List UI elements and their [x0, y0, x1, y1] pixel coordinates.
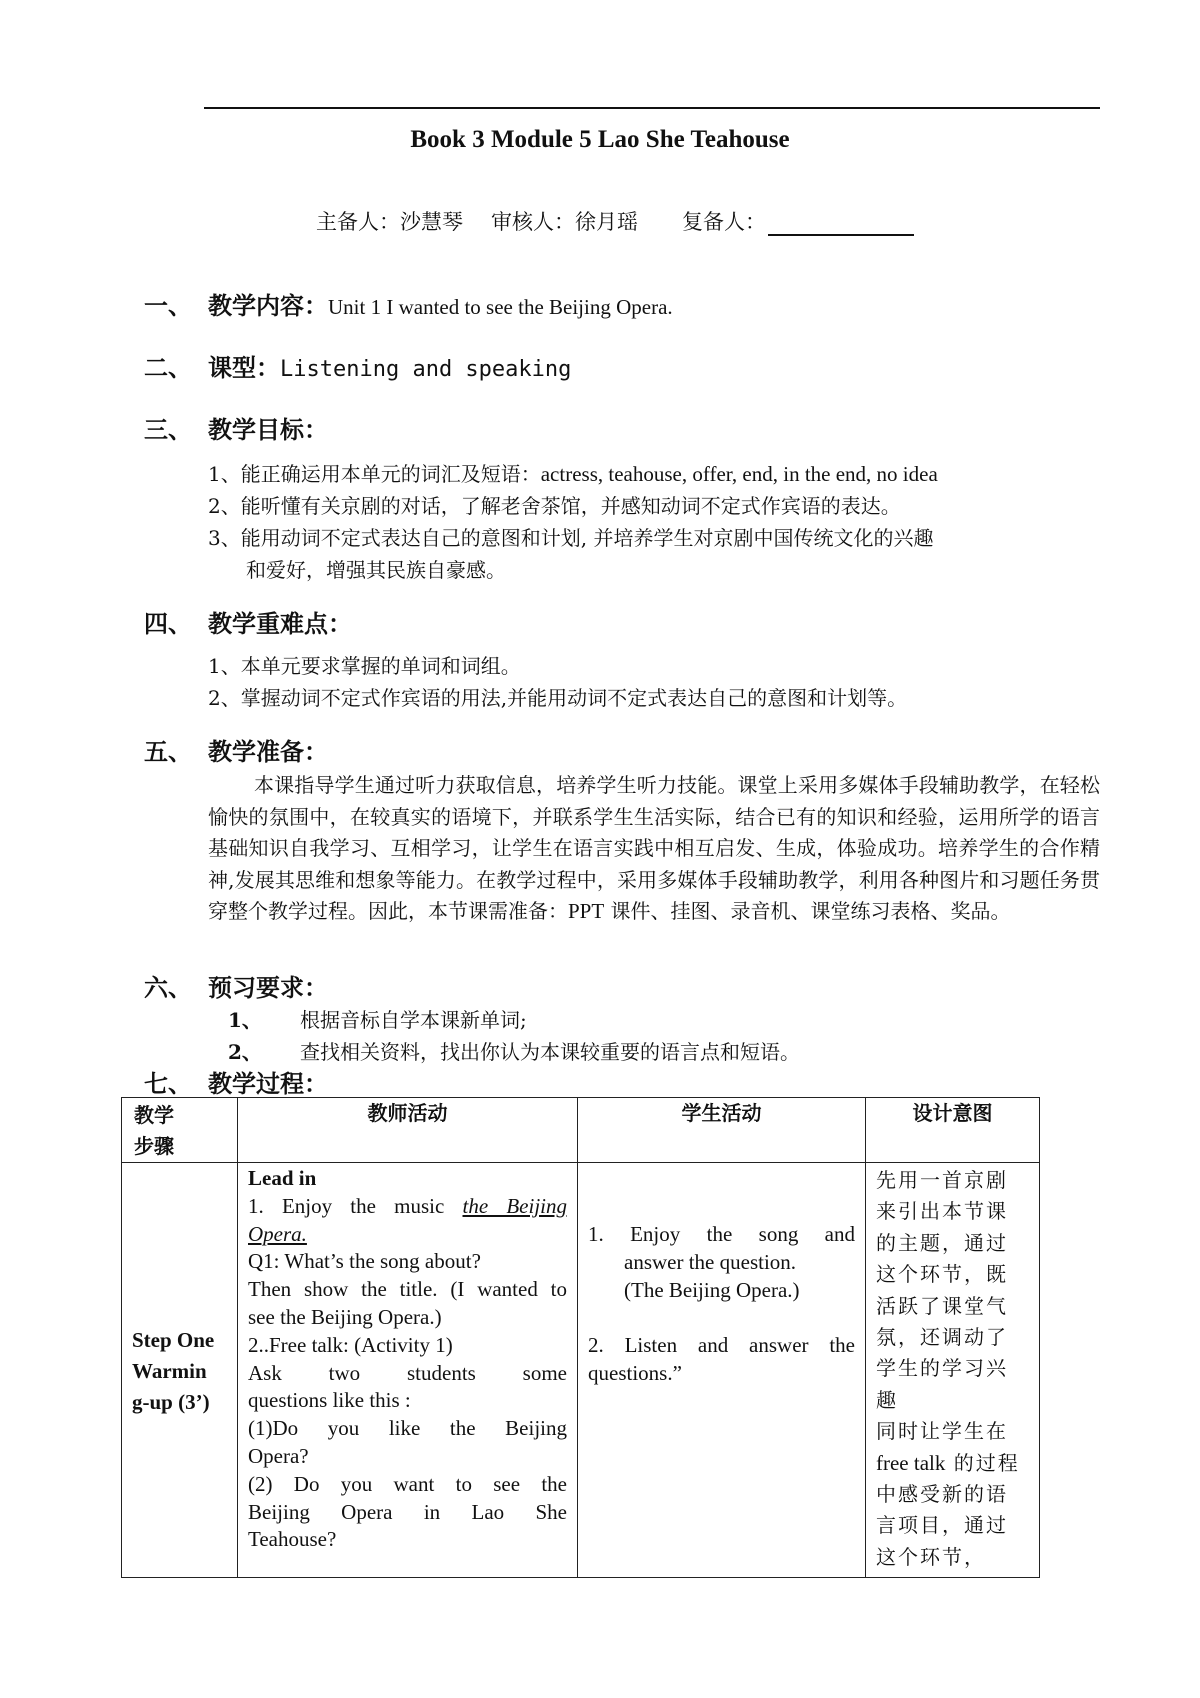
reviewer-label: 审核人：: [491, 210, 575, 234]
section-teaching-content: [144, 286, 673, 321]
header-design-intent: 设计意图: [866, 1098, 1040, 1163]
preview-item-1: 1、 根据音标自学本课新单词;: [228, 1008, 527, 1032]
design-intent-cell: 先用一首京剧来引出本节课的主题，通过这个环节，既活跃了课堂气氛，还调动了学生的学习兴趣 同时让学生在free talk 的过程中感受新的语言项目，通过这个环节，: [866, 1163, 1040, 1578]
main-preparer-name: 沙慧琴: [400, 210, 463, 234]
step-cell: Step One Warmin g-up (3’): [122, 1163, 238, 1578]
objective-item-1: 1、能正确运用本单元的词汇及短语：actress, teahouse, offer, end, in the end, no idea: [208, 462, 938, 486]
objective-item-3-line2: 和爱好，增强其民族自豪感。: [246, 558, 506, 582]
section-number: 六、: [144, 973, 192, 1002]
teaching-process-table: [121, 1097, 1040, 1578]
key-point-item-1: 1、本单元要求掌握的单词和词组。: [208, 654, 521, 678]
objective-item-2: 2、能听懂有关京剧的对话，了解老舍茶馆，并感知动词不定式作宾语的表达。: [208, 494, 901, 518]
section-teaching-objectives: [144, 410, 328, 445]
section-text: Unit 1 I wanted to see the Beijing Opera.: [328, 295, 673, 319]
student-activity-cell: 1. Enjoy the song and answer the question. (The Beijing Opera.) 2. Listen and answer the questions.”: [578, 1163, 866, 1578]
section-number: 二、: [144, 353, 192, 382]
section-teaching-process: [144, 1064, 328, 1099]
preparation-paragraph: 本课指导学生通过听力获取信息，培养学生听力技能。课堂上采用多媒体手段辅助教学，在轻松愉快的氛围中，在较真实的语境下，并联系学生生活实际，结合已有的知识和经验，运用所学的语言基础知识自我学习、互相学习，让学生在语言实践中相互启发、生成，体验成功。培养学生的合作精神,发展其思维和想象等能力。在教学过程中，采用多媒体手段辅助教学，利用各种图片和习题任务贯穿整个教学过程。因此，本节课需准备：PPT 课件、挂图、录音机、课堂练习表格、奖品。: [208, 773, 1100, 923]
section-number: 一、: [144, 291, 192, 320]
section-preparation: [144, 732, 328, 767]
section-label: 预习要求：: [208, 973, 328, 1002]
section-label: 教学准备：: [208, 737, 328, 766]
section-label: 课型：: [208, 353, 280, 382]
section-number: 四、: [144, 609, 192, 638]
document-title: Book 3 Module 5 Lao She Teahouse: [410, 126, 790, 153]
section-preview-requirements: [144, 968, 328, 1003]
teacher-activity-cell: Lead in 1. Enjoy the music the Beijing Opera. Q1: What’s the song about? Then show the title. (I wanted to see the Beijing Opera.) 2..Free talk: (Activity 1) Ask two students some questions like this : (1)Do you like the Beijing Opera? (2) Do you want to see the Beijing Opera in Lao She Teahouse?: [238, 1163, 578, 1578]
header-student-activity: 学生活动: [578, 1098, 866, 1163]
section-lesson-type: [144, 348, 571, 383]
section-label: 教学内容：: [208, 291, 328, 320]
section-label: 教学重难点：: [208, 609, 352, 638]
preparers-line: [316, 206, 914, 236]
section-number: 三、: [144, 415, 192, 444]
repeat-preparer-blank: [768, 214, 914, 236]
section-label: 教学目标：: [208, 415, 328, 444]
reviewer-name: 徐月瑶: [575, 210, 638, 234]
section-text: Listening and speaking: [280, 357, 572, 382]
header-step: 教学 步骤: [122, 1098, 238, 1163]
header-teacher-activity: 教师活动: [238, 1098, 578, 1163]
repeat-preparer-label: 复备人：: [682, 210, 766, 234]
key-point-item-2: 2、掌握动词不定式作宾语的用法,并能用动词不定式表达自己的意图和计划等。: [208, 686, 908, 710]
header-rule: [204, 107, 1100, 109]
section-label: 教学过程：: [208, 1069, 328, 1098]
table-header-row: [122, 1098, 1040, 1163]
section-number: 七、: [144, 1069, 192, 1098]
section-number: 五、: [144, 737, 192, 766]
objective-item-3-line1: 3、能用动词不定式表达自己的意图和计划, 并培养学生对京剧中国传统文化的兴趣: [208, 526, 934, 550]
table-row: [122, 1163, 1040, 1578]
main-preparer-label: 主备人：: [316, 210, 400, 234]
section-key-points: [144, 604, 352, 639]
preview-item-2: 2、 查找相关资料，找出你认为本课较重要的语言点和短语。: [228, 1040, 800, 1064]
